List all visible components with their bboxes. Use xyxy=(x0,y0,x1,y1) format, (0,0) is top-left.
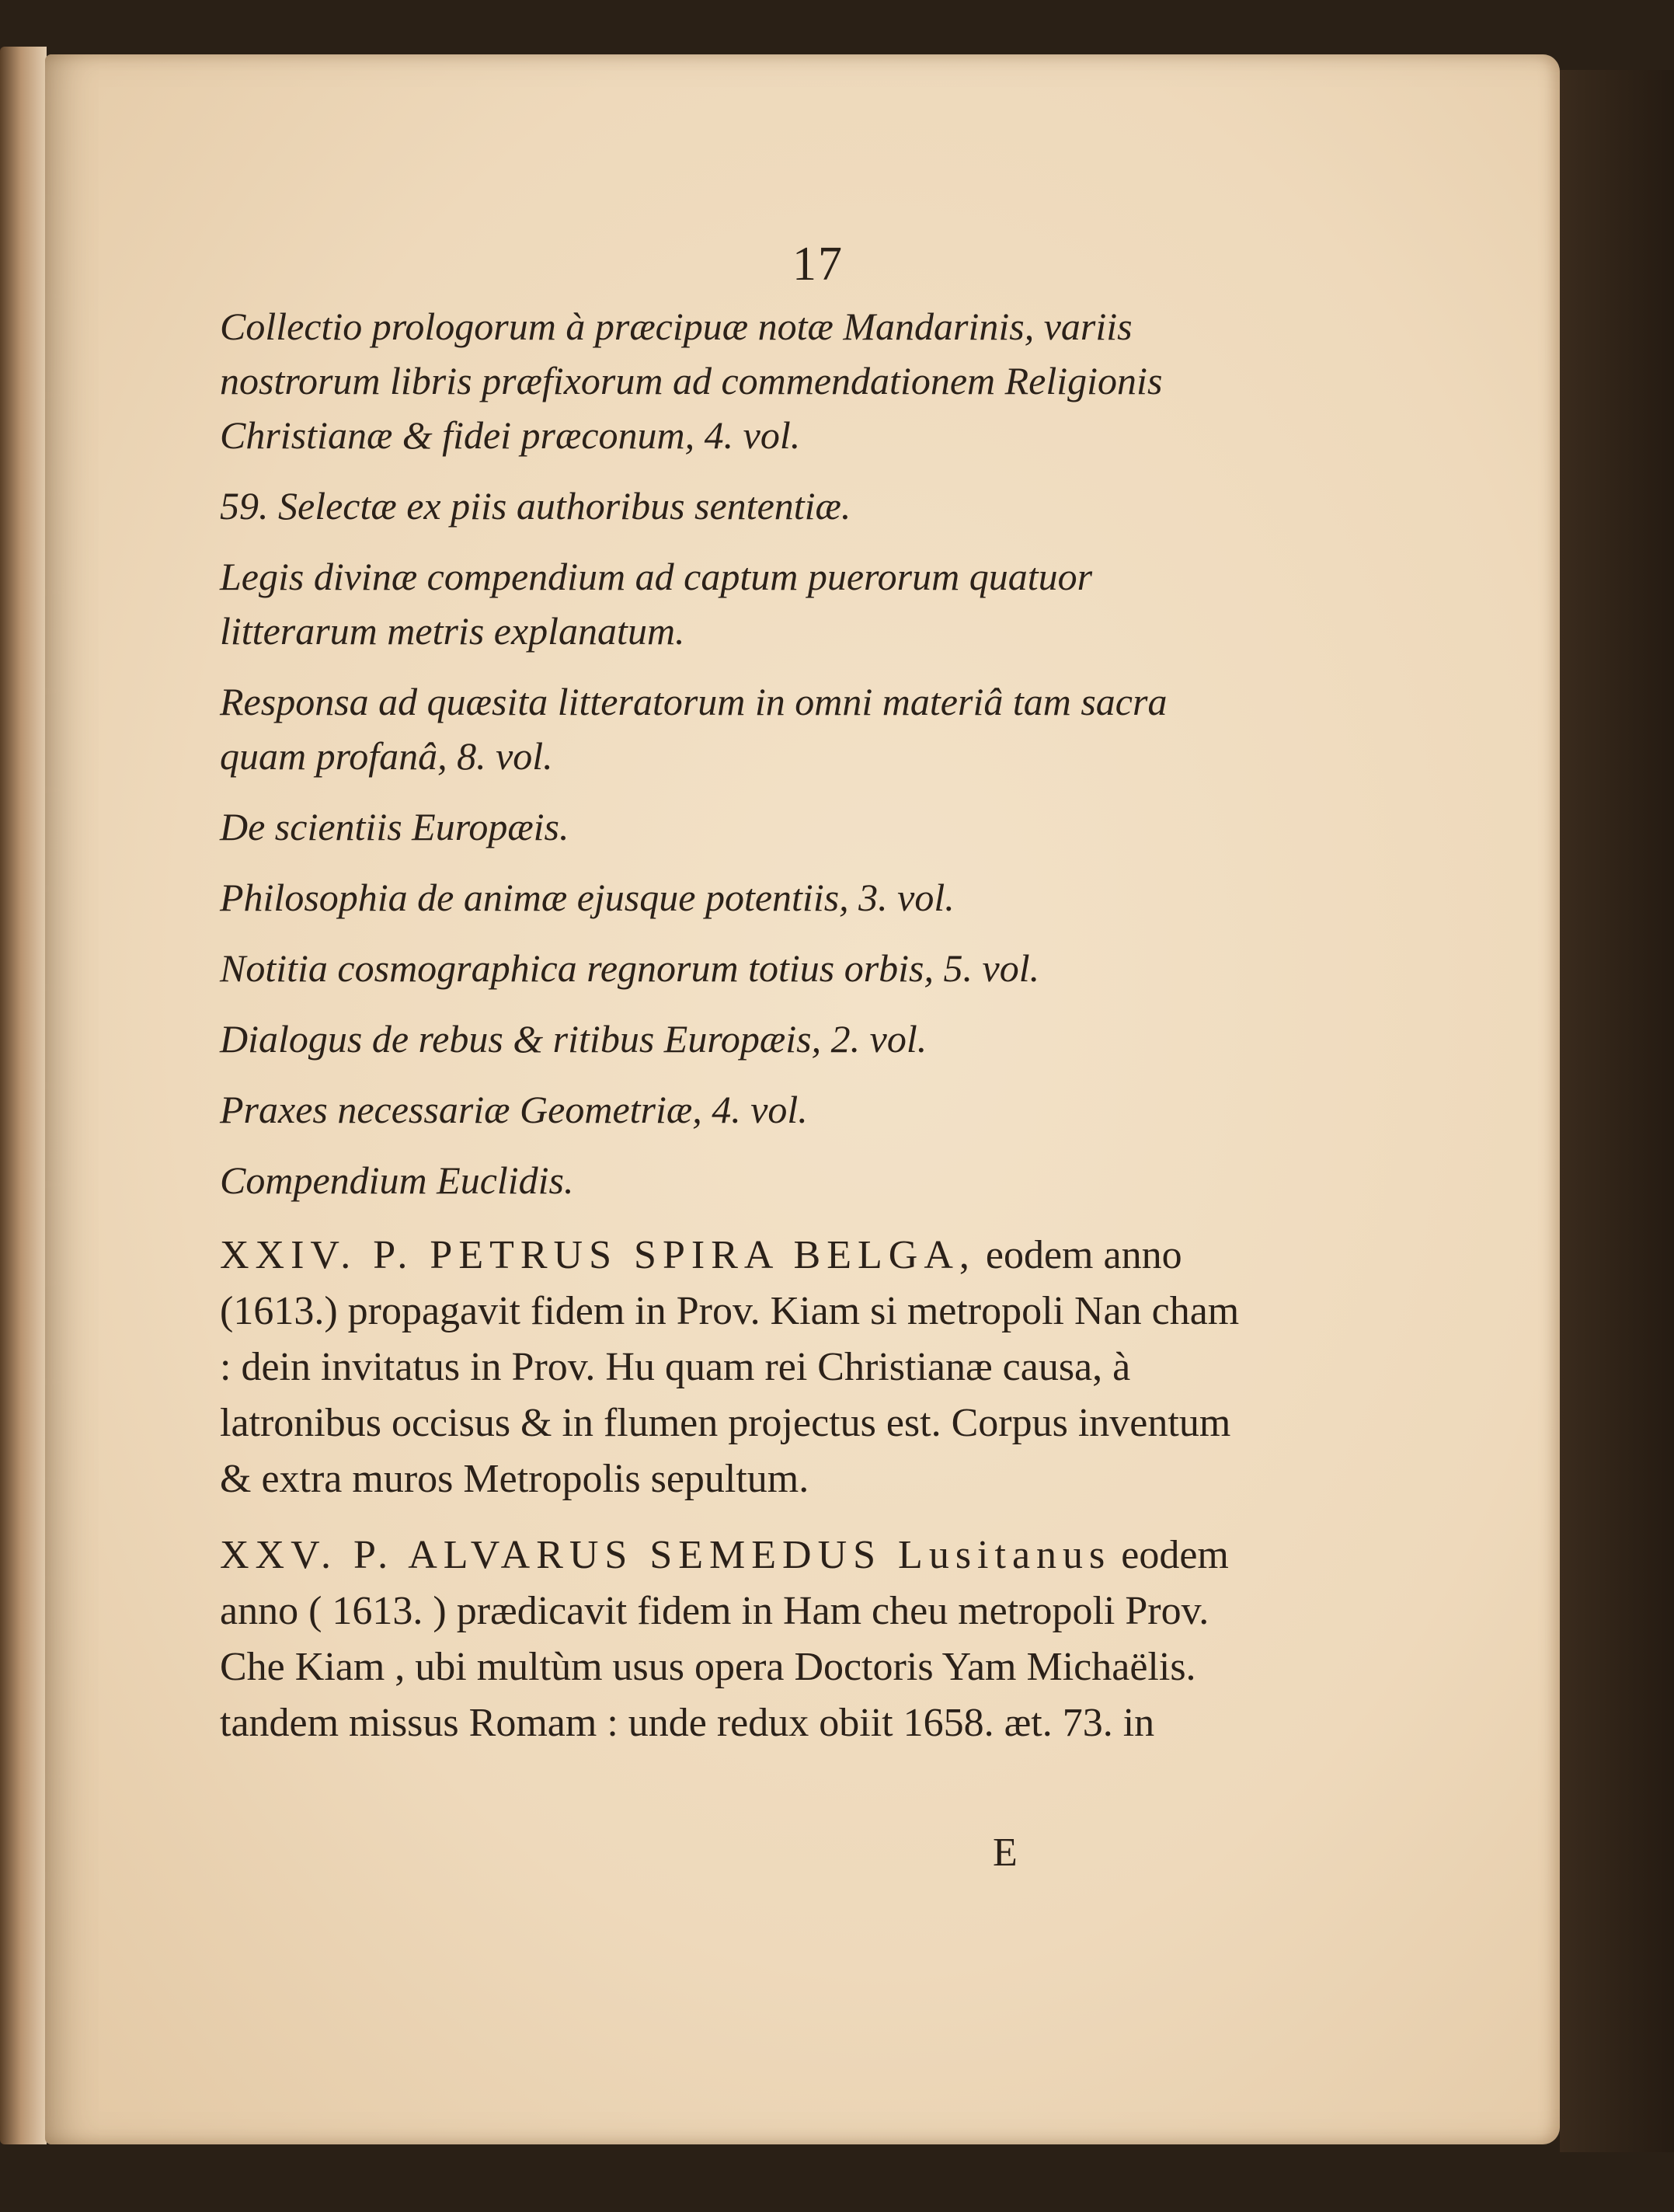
entry-de-scientiis xyxy=(220,799,1253,854)
page-number: 17 xyxy=(792,238,844,291)
entry-compendium xyxy=(220,1153,1253,1207)
section-heading: XXIV. P. PETRUS SPIRA BELGA, xyxy=(220,1233,976,1277)
entry-text: 59. Selectæ ex piis authoribus sententiæ. xyxy=(220,484,851,528)
entry-legis xyxy=(220,549,1253,658)
entry-text: Responsa ad quæsita litteratorum in omni materiâ tam sacra quam profanâ, 8. vol. xyxy=(220,680,1168,778)
entry-text: Praxes necessariæ Geometriæ, 4. vol. xyxy=(220,1088,808,1131)
signature-mark: E xyxy=(993,1831,1018,1875)
book-page xyxy=(45,54,1560,2144)
entry-praxes xyxy=(220,1082,1253,1137)
entry-text: Philosophia de animæ ejusque potentiis, 3. vol. xyxy=(220,876,955,919)
section-xxv xyxy=(220,1527,1253,1751)
text-block xyxy=(220,299,1253,1751)
entry-philosophia xyxy=(220,870,1253,925)
entry-text: Dialogus de rebus & ritibus Europæis, 2. vol. xyxy=(220,1017,927,1061)
entry-dialogus xyxy=(220,1012,1253,1066)
entry-notitia xyxy=(220,941,1253,995)
left-page-edge xyxy=(0,47,47,2144)
entry-selectae xyxy=(220,479,1253,533)
entry-collectio xyxy=(220,299,1253,462)
book-edge xyxy=(1560,70,1674,2152)
entry-text: Compendium Euclidis. xyxy=(220,1158,574,1202)
section-body: eodem anno ( 1613. ) prædicavit fidem in Ham cheu metropoli Prov. Che Kiam , ubi multùm usus opera Doctoris Yam Michaëlis. tandem missus Romam : unde redux obiit 1658. æt. 73. in xyxy=(220,1533,1229,1745)
entry-text: De scientiis Europæis. xyxy=(220,805,569,848)
entry-text: Collectio prologorum à præcipuæ notæ Mandarinis, variis nostrorum libris præfixorum ad commendationem Religionis Christianæ & fidei præconum, 4. vol. xyxy=(220,305,1163,457)
section-heading: XXV. P. ALVARUS SEMEDUS Lusitanus xyxy=(220,1533,1112,1577)
section-xxiv xyxy=(220,1228,1253,1507)
entry-responsa xyxy=(220,674,1253,783)
section-body: eodem anno (1613.) propagavit fidem in Prov. Kiam si metropoli Nan cham : dein invitatus in Prov. Hu quam rei Christianæ causa, à latronibus occisus & in flumen projectus est. Corpus inventum & extra muros Metropolis sepultum. xyxy=(220,1233,1240,1501)
entry-text: Notitia cosmographica regnorum totius orbis, 5. vol. xyxy=(220,946,1040,990)
entry-text: Legis divinæ compendium ad captum puerorum quatuor litterarum metris explanatum. xyxy=(220,555,1093,653)
